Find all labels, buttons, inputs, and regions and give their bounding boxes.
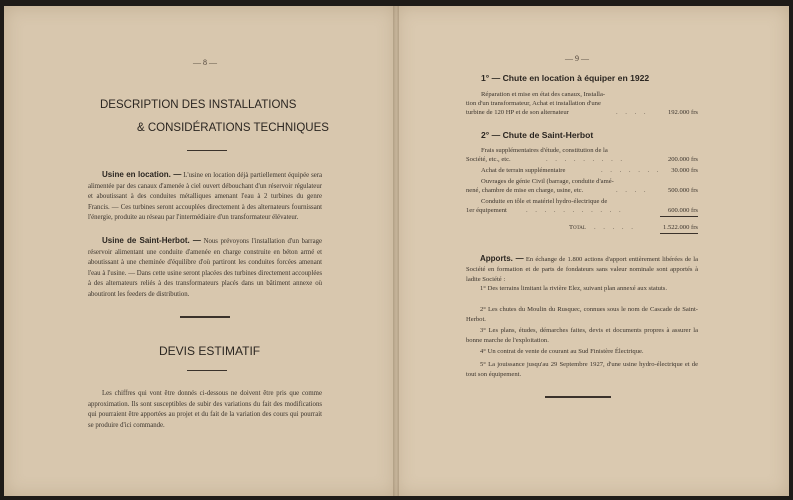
usine-location-text: L'usine en location déjà partiellement équipée sera alimentée par des canaux d'amenée à ciel ouvert débouchant d'un réservoir régulateur et aboutissant à des conduites métalliques amenant l'eau à 2 turbines du genre Francis. — Ces turbines seront accouplées directement à des alternateurs fournissant l'énergie, produite au réseau par l'intermédiaire d'un transformateur élévateur. [88, 172, 323, 222]
section1-title: 1° — Chute en location à équiper en 1922 [481, 73, 650, 83]
section2-item1-amount: 200.000 frs [667, 156, 698, 163]
section2-item3-row: nené, chambre de mise en charge, usine, etc. . . . . 500.000 frs [466, 187, 698, 194]
section1-row: turbine de 120 HP et de son alternateur . . . . 192.000 frs [466, 109, 698, 116]
apport-item: 4° Un contrat de vente de courant au Sud Finistère Électrique. [480, 348, 644, 355]
section1-line: Réparation et mise en état des canaux, Installa- [481, 91, 606, 98]
usine-herbot-heading: Usine de Saint-Herbot. — [102, 236, 201, 245]
devis-paragraph: Les chiffres qui vont être donnés ci-dessous ne doivent être pris que comme approximation. Ils sont susceptibles de subir des variations du fait des modifications qui pourraient être apportées au projet et du fait de la variation des cours qui pourrait se produire d'ici commande. [88, 390, 322, 429]
apport-item: 3° Les plans, études, démarches faites, devis et documents propres à assurer la bonne marche de l'exploitation. [466, 327, 698, 344]
end-separator [545, 396, 611, 398]
devis-separator [180, 316, 230, 318]
section2-item2-label: Achat de terrain supplémentaire [481, 167, 566, 174]
apports-paragraph [466, 254, 698, 284]
section2-item4-label: 1er équipement [466, 207, 507, 214]
apport-item: 1° Des terrains limitant la rivière Elez, suivant plan annexé aux statuts. [480, 285, 668, 292]
usine-herbot-text: Nous prévoyons l'installation d'un barrage réservoir alimentant une conduite d'amenée en charge construite en béton armé et aboutissant à une cheminée d'équilibre d'où partiront les conduites forcées amenant l'eau à l'usine. — Dans cette usine seront placées des turbines directement accouplées à des alternateurs reliés à des transformateurs placés dans un bâtiment annexe où aboutiront les feeders de distribution. [88, 238, 323, 298]
total-label: Total [569, 224, 586, 231]
section1-amount: 192.000 frs [667, 109, 698, 116]
section2-item2-amount: 30.000 frs [671, 167, 698, 174]
apport-item: 5° La jouissance jusqu'au 29 Septembre 1927, d'une usine hydro-électrique et de tout son équipement. [466, 361, 698, 378]
section1-line: tion d'un transformateur, Achat et installation d'une [466, 100, 601, 107]
apports-heading: Apports. — [480, 254, 524, 263]
section2-item4-row: 1er équipement . . . . . . . . . . . 600.000 frs [466, 207, 698, 214]
left-title-line1: DESCRIPTION DES INSTALLATIONS [100, 99, 297, 111]
total-row: Total . . . . . 1.522.000 frs [569, 224, 698, 231]
section2-item1-row: Société, etc., etc. . . . . . . . . . 200.000 frs [466, 156, 698, 163]
usine-location-heading: Usine en location. — [102, 170, 182, 179]
left-page-number: — 8 — [193, 58, 217, 67]
devis-title: DEVIS ESTIMATIF [159, 344, 261, 358]
subtotal-rule [660, 216, 698, 217]
section1-label: turbine de 120 HP et de son alternateur [466, 109, 569, 116]
section2-item1-label: Société, etc., etc. [466, 156, 511, 163]
total-underline [660, 233, 698, 234]
book-gutter [393, 6, 399, 496]
apport-item: 2° Les chutes du Moulin du Rusquec, connues sous le nom de Cascade de Saint-Herbot. [466, 306, 698, 323]
left-title-line2: & CONSIDÉRATIONS TECHNIQUES [137, 122, 329, 134]
apports-intro: En échange de 1.800 actions d'apport entièrement libérées de la Société en formation et de parts de fondateurs sans valeur nominale sont apportés à ladite Société : [466, 256, 699, 283]
total-amount: 1.522.000 frs [663, 224, 698, 231]
section2-item3-line: Ouvrages de génie Civil (barrage, conduite d'amé- [481, 178, 614, 185]
section2-item3-label: nené, chambre de mise en charge, usine, etc. [466, 187, 584, 194]
usine-herbot-paragraph [88, 236, 322, 301]
section2-item3-amount: 500.000 frs [667, 187, 698, 194]
section2-item4-line: Conduite en tôle et matériel hydro-électrique de [481, 198, 608, 205]
title-underline [187, 150, 227, 151]
section2-item2-row: Achat de terrain supplémentaire . . . . . . . 30.000 frs [481, 167, 698, 174]
section2-title: 2° — Chute de Saint-Herbot [481, 130, 594, 140]
usine-location-paragraph [88, 170, 322, 224]
section2-item1-line: Frais supplémentaires d'étude, constitution de la [481, 147, 608, 154]
right-page-number: — 9 — [565, 54, 589, 63]
section2-item4-amount: 600.000 frs [667, 207, 698, 214]
devis-underline [187, 370, 227, 371]
